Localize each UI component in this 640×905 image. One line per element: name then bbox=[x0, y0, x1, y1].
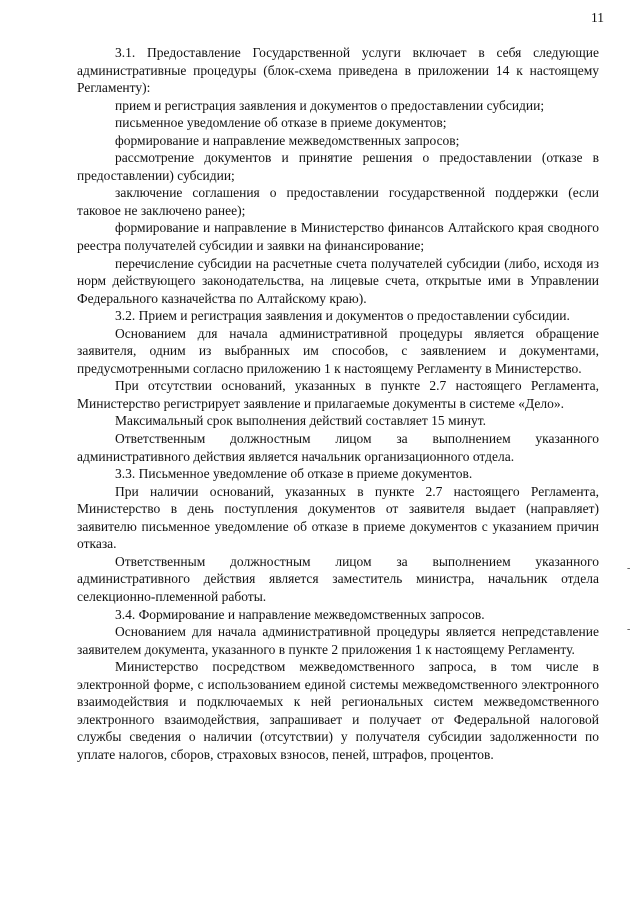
body-paragraph: При отсутствии оснований, указанных в пункте 2.7 настоящего Регламента, Министерство регистрирует заявление и прилагаемые документы в системе «Дело». bbox=[77, 378, 599, 411]
procedure-list-item: перечисление субсидии на расчетные счета получателей субсидии (либо, исходя из норм действующего законодательства, на лицевые счета, открытые ими в Управлении Федерального казначейства по Алтайскому краю). bbox=[77, 255, 599, 306]
page-number: 11 bbox=[591, 10, 604, 25]
procedure-list-item: рассмотрение документов и принятие решения о предоставлении (отказе в предоставлении) субсидии; bbox=[77, 150, 599, 183]
section-heading: 3.2. Прием и регистрация заявления и документов о предоставлении субсидии. bbox=[115, 308, 570, 324]
margin-mark: - bbox=[627, 624, 631, 635]
body-paragraph: При наличии оснований, указанных в пункте 2.7 настоящего Регламента, Министерство в день поступления документов от заявителя выдает (направляет) заявителю письменное уведомление об отказе в приеме документов с указанием причин отказа. bbox=[77, 483, 599, 552]
body-paragraph: Министерство посредством межведомственного запроса, в том числе в электронной форме, с использованием единой системы межведомственного электронного взаимодействия и подключаемых к ней региональных систем межведомственного электронного взаимодействия, запрашивает и получает от Федеральной налоговой службы сведения о наличии (отсутствии) у получателя субсидии задолженности по уплате налогов, сборов, страховых взносов, пеней, штрафов, процентов. bbox=[77, 659, 599, 762]
margin-mark: - bbox=[627, 563, 631, 574]
procedure-list-item: формирование и направление в Министерство финансов Алтайского края сводного реестра получателей субсидии и заявки на финансирование; bbox=[77, 220, 599, 254]
procedure-list-item: прием и регистрация заявления и документов о предоставлении субсидии; bbox=[115, 97, 545, 113]
procedure-list-item: заключение соглашения о предоставлении государственной поддержки (если таковое не заключено ранее); bbox=[77, 185, 599, 218]
body-paragraph: Максимальный срок выполнения действий составляет 15 минут. bbox=[115, 413, 487, 429]
section-heading: 3.4. Формирование и направление межведомственных запросов. bbox=[115, 606, 485, 622]
body-paragraph: Основанием для начала административной процедуры является обращение заявителя, одним из выбранных им способов, с заявлением и документами, предусмотренными согласно приложению 1 к настоящему Регламенту в Министерство. bbox=[77, 325, 599, 376]
body-paragraph: Основанием для начала административной процедуры является непредставление заявителем документа, указанного в пункте 2 приложения 1 к настоящему Регламенту. bbox=[77, 624, 599, 657]
procedure-list-item: формирование и направление межведомственных запросов; bbox=[115, 132, 460, 148]
section-heading: 3.1. Предоставление Государственной услуги включает в себя следующие административные процедуры (блок-схема приведена в приложении 14 к настоящему Регламенту): bbox=[77, 45, 599, 96]
body-paragraph: Ответственным должностным лицом за выполнением указанного административного действия является заместитель министра, начальник отдела селекционно-племенной работы. bbox=[77, 553, 599, 604]
section-heading: 3.3. Письменное уведомление об отказе в приеме документов. bbox=[115, 466, 473, 482]
document-body bbox=[77, 44, 599, 763]
procedure-list-item: письменное уведомление об отказе в приеме документов; bbox=[115, 115, 447, 131]
body-paragraph: Ответственным должностным лицом за выполнением указанного административного действия является начальник организационного отдела. bbox=[77, 431, 599, 464]
